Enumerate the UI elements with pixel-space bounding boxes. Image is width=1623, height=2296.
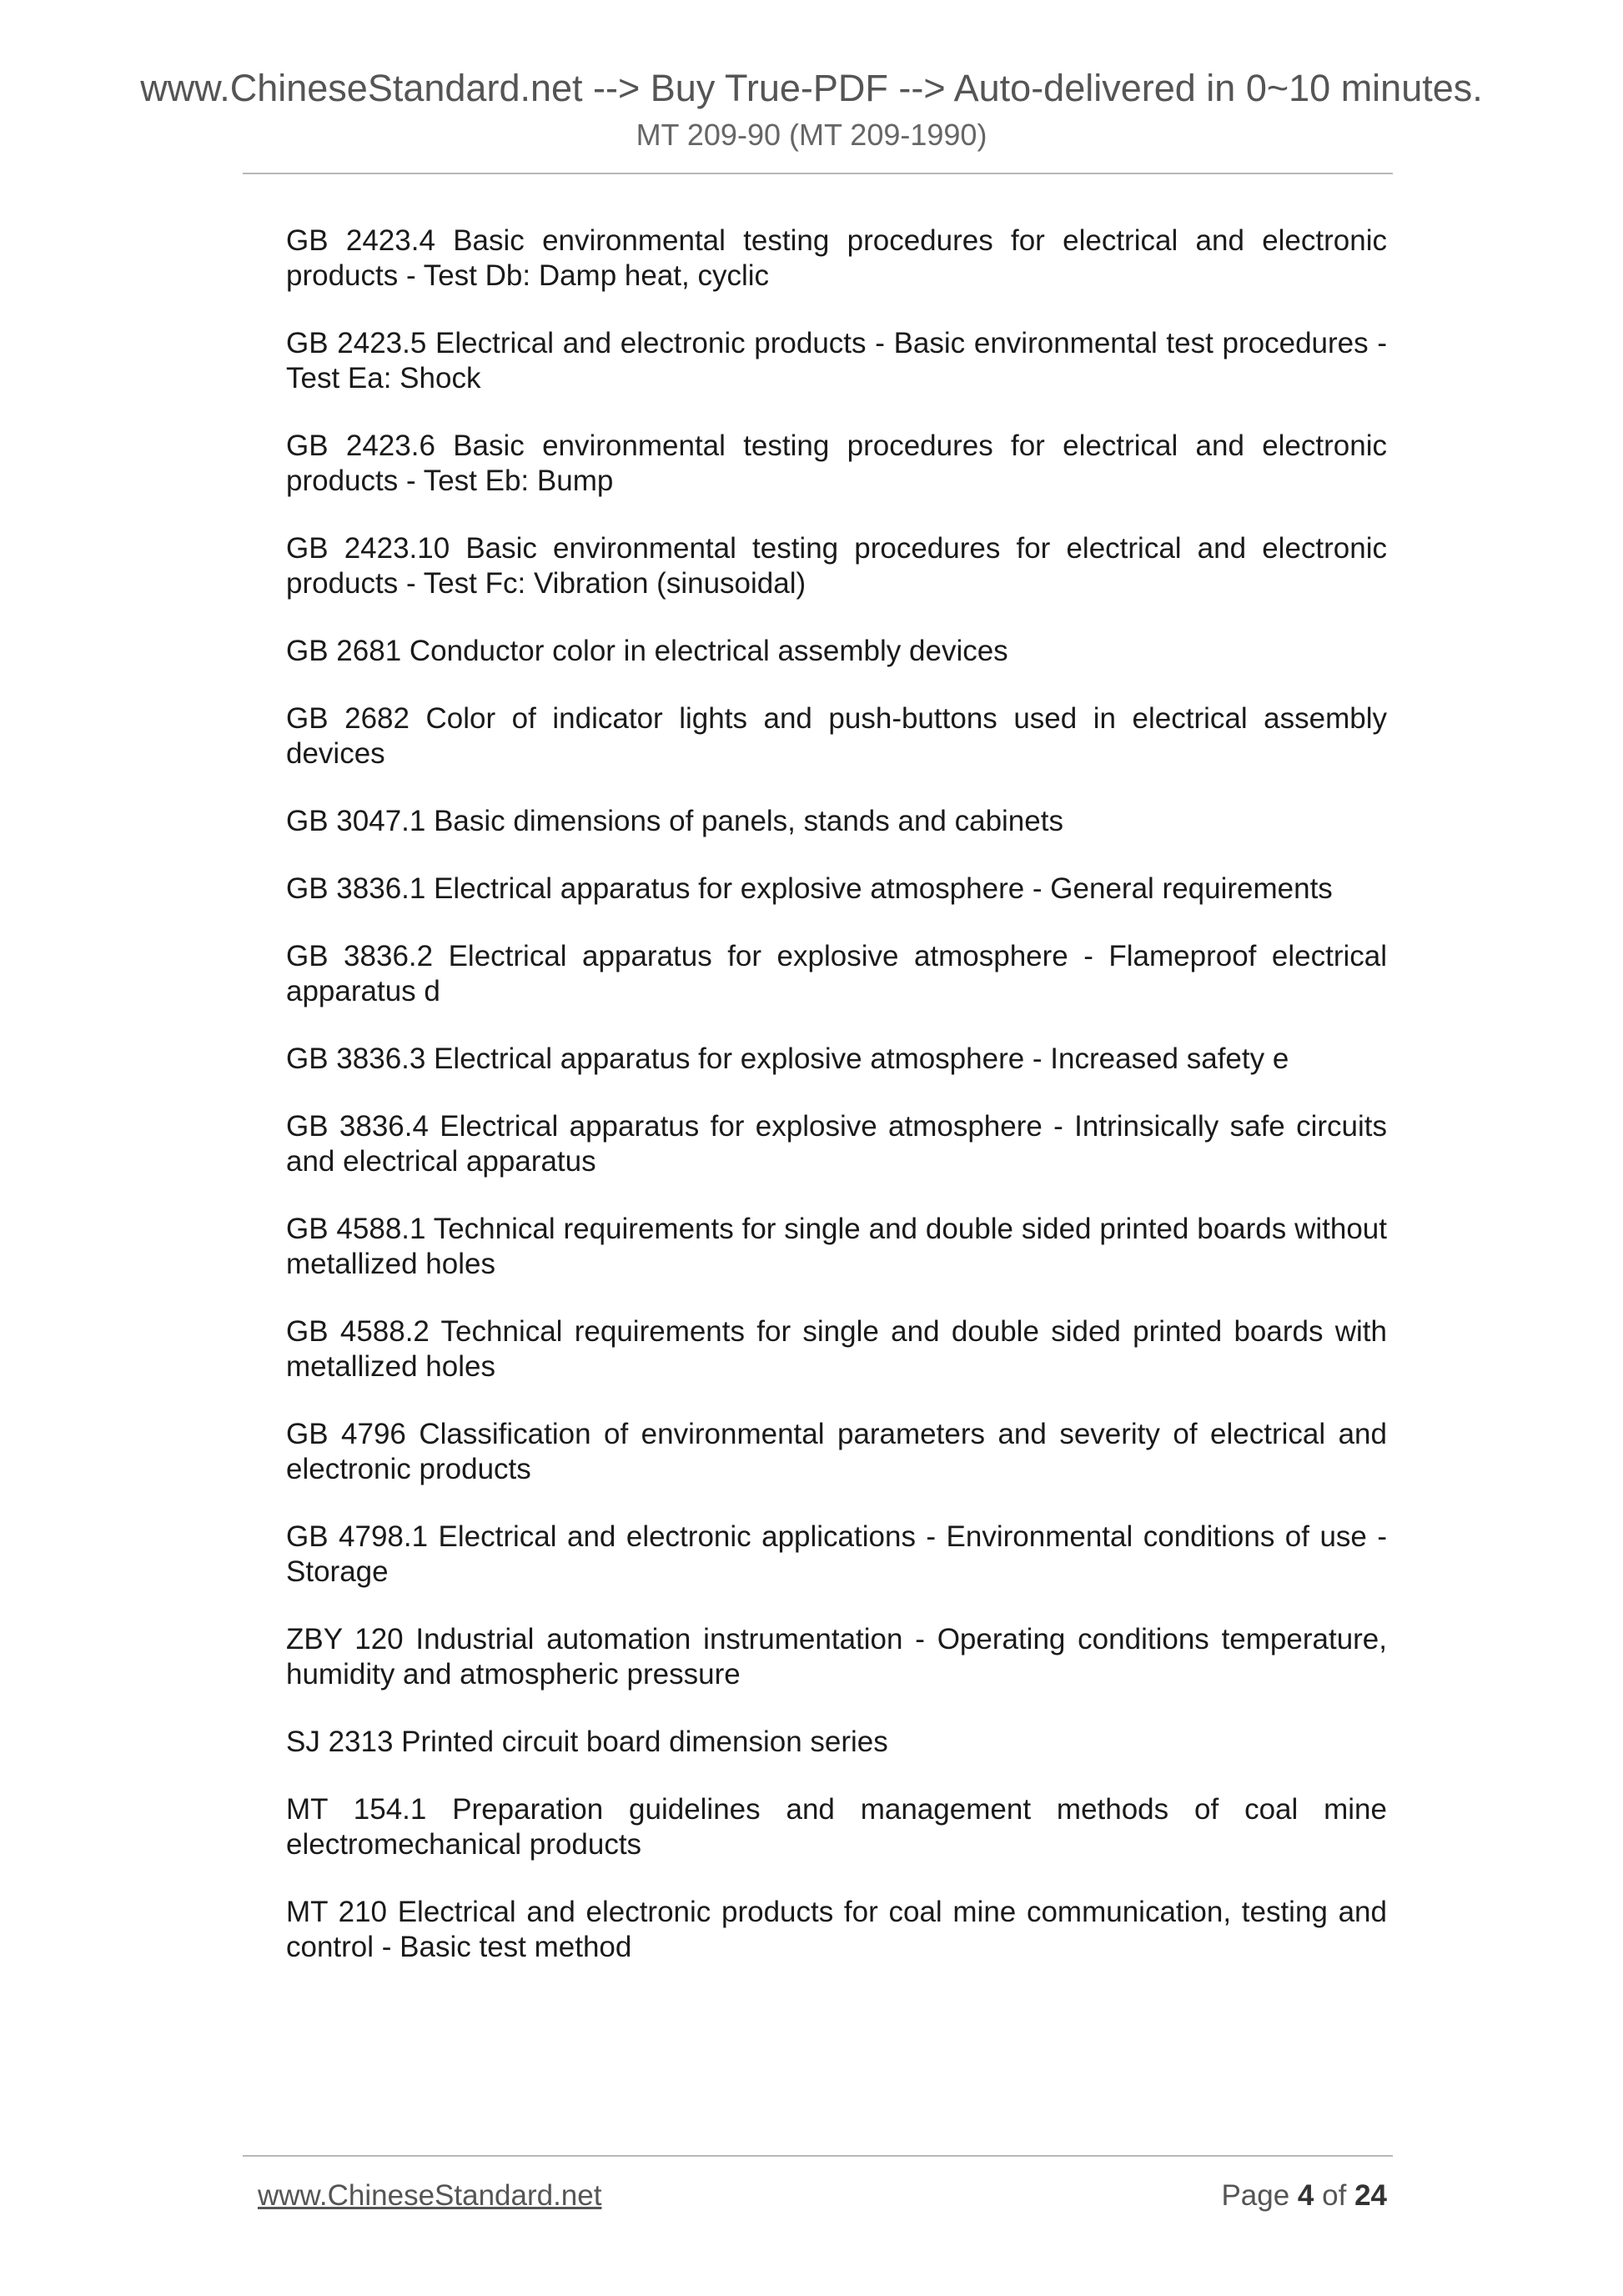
normative-references-list xyxy=(286,224,1387,1997)
footer-website-link[interactable]: www.ChineseStandard.net xyxy=(258,2179,602,2212)
reference-item: GB 2423.4 Basic environmental testing procedures for electrical and electronic products - Test Db: Damp heat, cyclic xyxy=(286,224,1387,292)
reference-item: GB 4588.2 Technical requirements for single and double sided printed boards with metallized holes xyxy=(286,1315,1387,1383)
reference-item: GB 2423.6 Basic environmental testing procedures for electrical and electronic products - Test Eb: Bump xyxy=(286,430,1387,497)
page-total: 24 xyxy=(1354,2179,1387,2212)
reference-item: GB 4796 Classification of environmental parameters and severity of electrical and electronic products xyxy=(286,1418,1387,1485)
page-label: Page xyxy=(1221,2179,1290,2212)
reference-item: GB 3047.1 Basic dimensions of panels, stands and cabinets xyxy=(286,805,1063,837)
reference-item: GB 3836.3 Electrical apparatus for explosive atmosphere - Increased safety e xyxy=(286,1042,1289,1075)
reference-item: GB 2423.5 Electrical and electronic products - Basic environmental test procedures - Test Ea: Shock xyxy=(286,327,1387,394)
reference-item: GB 3836.4 Electrical apparatus for explosive atmosphere - Intrinsically safe circuits and electrical apparatus xyxy=(286,1110,1387,1178)
reference-item: MT 154.1 Preparation guidelines and management methods of coal mine electromechanical products xyxy=(286,1793,1387,1861)
reference-item: GB 3836.1 Electrical apparatus for explosive atmosphere - General requirements xyxy=(286,872,1333,905)
document-code: MT 209-90 (MT 209-1990) xyxy=(636,118,987,152)
page-current: 4 xyxy=(1297,2179,1314,2212)
reference-item: SJ 2313 Printed circuit board dimension series xyxy=(286,1726,888,1758)
reference-item: GB 3836.2 Electrical apparatus for explosive atmosphere - Flameproof electrical apparatus d xyxy=(286,940,1387,1007)
header-divider xyxy=(243,173,1393,174)
page-number xyxy=(1221,2178,1387,2213)
reference-item: GB 2681 Conductor color in electrical assembly devices xyxy=(286,635,1008,667)
reference-item: GB 2423.10 Basic environmental testing procedures for electrical and electronic products - Test Fc: Vibration (sinusoidal) xyxy=(286,532,1387,600)
reference-item: MT 210 Electrical and electronic products for coal mine communication, testing and control - Basic test method xyxy=(286,1896,1387,1963)
reference-item: GB 2682 Color of indicator lights and push-buttons used in electrical assembly devices xyxy=(286,702,1387,770)
reference-item: ZBY 120 Industrial automation instrumentation - Operating conditions temperature, humidity and atmospheric pressure xyxy=(286,1623,1387,1691)
reference-item: GB 4588.1 Technical requirements for single and double sided printed boards without metallized holes xyxy=(286,1213,1387,1280)
page-of-label: of xyxy=(1322,2179,1347,2212)
header-banner: www.ChineseStandard.net --> Buy True-PDF --> Auto-delivered in 0~10 minutes. xyxy=(140,67,1483,109)
reference-item: GB 4798.1 Electrical and electronic applications - Environmental conditions of use - Storage xyxy=(286,1520,1387,1588)
footer-divider xyxy=(243,2155,1393,2157)
